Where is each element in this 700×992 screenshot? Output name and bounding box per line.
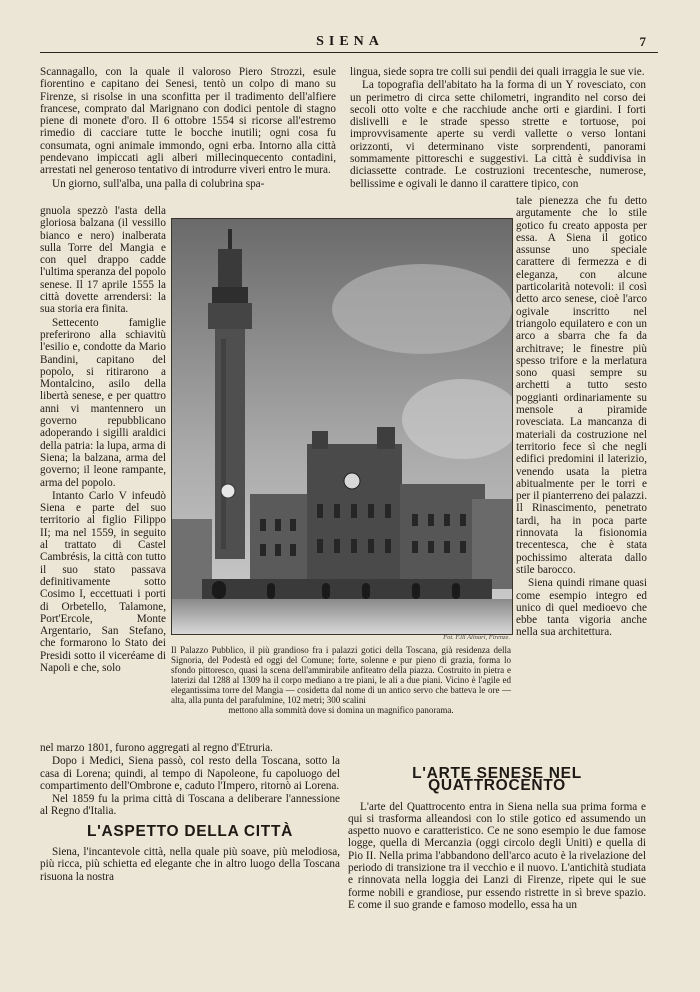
left-column-top [40,66,336,191]
paragraph: Un giorno, sull'alba, una palla di colubrina spa- [52,177,265,190]
paragraph: nel marzo 1801, furono aggregati al regno d'Etruria. [40,742,273,754]
paragraph: gnuola spezzò l'asta della gloriosa balzana (il vessillo bianco e nero) inalberata sulla Torre del Mangia e con quel drappo cadde l'ultima speranza del popolo senese. Il 17 aprile 1555 la città dovette arrendersi: la sua storia era finita. [40,205,166,316]
page-number: 7 [639,34,646,49]
paragraph: Dopo i Medici, Siena passò, col resto della Toscana, sotto la casa di Lorena; quindi, al tempo di Napoleone, fu capoluogo del compartimento dell'Ombrone e, caduto l'Impero, ritornò ai Lorena. [40,755,340,792]
paragraph: tale pienezza che fu detto argutamente che lo stile gotico fu creato apposta per essa. A Siena il gotico assunse uno speciale carattere di fermezza e di eleganza, con alcune particolarità notevoli: il così detto arco senese, cioè l'arco ogivale inscritto nel triangolo equilatero e con un arco a sbarra che fa da architrave; le finestre più spesso trifore e la merlatura sono quasi sempre su archetti a tutto sesto poggianti ordinariamente su mensole a piramide rovesciata. La mancanza di materiali da costruzione nel territorio fece sì che negli edifici predomini il laterizio, venendo usata la pietra abitualmente per le torri e per il pianterreno dei palazzi. Il Rinascimento, penetrato tardi, ha in poca parte rinnovata la fisionomia trecentesca, che è stata pochissimo alterata dallo stile barocco. [516,195,647,576]
caption-text-end: mettono alla sommità dove si domina un magnifico panorama. [228,705,454,715]
photo-caption [171,645,511,715]
caption-text: Il Palazzo Pubblico, il più grandioso fra i palazzi gotici della Toscana, già residenza della Signoria, del Podestà ed oggi del Comune; forte, solenne e pur pieno di grazia, forma lo sfondo pittoresco, quasi la scena dell'ammirabile anfiteatro della piazza. Costruito in pietra e laterizi dal 1288 al 1309 ha il corpo mediano a tre piani, le ali a due piani. Vicino è l'agile ed elegantissima torre del Mangia — cosidetta dal nome di un antico servo che batteva le ore — alta, alla punta del parafulmine, 102 metri; 300 scalini [171,645,511,705]
running-head: SIENA [316,34,384,49]
left-column-bottom [40,742,340,884]
header-rule [40,52,658,53]
paragraph: Siena quindi rimane quasi come esempio integro ed unico di quel medioevo che ebbe tanta vigoria anche nella sua architettura. [516,577,647,639]
paragraph: lingua, siede sopra tre colli sui pendii dei quali irraggia le sue vie. [350,66,645,78]
photo-credit: Fot. F.lli Alinari, Firenze. [443,634,510,641]
right-column-bottom [348,765,646,912]
section-heading: L'ASPETTO DELLA CITTÀ [86,822,294,840]
paragraph: La topografia dell'abitato ha la forma di un Y rovesciato, con un perimetro di circa sette chilometri, ingrandito nel corso dei secoli otto volte e che racchiude anche orti e giardini. I forti dislivelli e le strade spesso strette e tortuose, poi improvvisamente aperte su verdi vallette o verso lontani orizzonti, vi determinano viste sorprendenti, panorami sommamente pittoreschi e suggestivi. La città è suddivisa in diciassette contrade. Le costruzioni trecentesche, numerose, bellissime e ogivali le danno il carattere tipico, con [350,79,646,190]
paragraph: Siena, l'incantevole città, nella quale più soave, più melodiosa, più ricca, più schietta ed elegante che in altro luogo della Toscana risuona la nostra [40,846,340,883]
right-column-top [350,66,646,191]
paragraph: Settecento famiglie preferirono alla schiavitù l'esilio e, condotte da Mario Bandini, capitano del popolo, si ritirarono a Montalcino, asilo della libertà senese, e per quattro anni vi mantennero un governo repubblicano adoperando i sigilli araldici della patria: la lupa, arma di Siena; la balzana, arma del governo; il leone rampante, arma del popolo. [40,316,166,489]
palazzo-pubblico-photo [171,218,513,635]
left-column-narrow [40,205,166,675]
paragraph: Scannagallo, con la quale il valoroso Piero Strozzi, esule fiorentino e capitano dei Senesi, tentò un colpo di mano su Firenze, si risolse in una sconfitta per il tradimento dell'alfiere francese, comprato dal Marignano con dodici pentole di stagno piene di monete d'oro. Il 6 ottobre 1554 si ricorse all'estremo rimedio di cacciare tutte le bocche inutili; ogni cosa fu consumata, ogni animale immondo, ogni erba. Intorno alla città pendevano impiccati agli alberi millecinquecento contadini, arrestati nel generoso tentativo di introdurre viveri entro le mura. [40,66,336,177]
right-column-narrow [516,195,647,640]
paragraph: Nel 1859 fu la prima città di Toscana a deliberare l'annessione al Regno d'Italia. [40,793,340,818]
section-heading: L'ARTE SENESE NEL QUATTROCENTO [412,765,582,795]
photo-illustration [172,219,512,634]
paragraph: Intanto Carlo V infeudò Siena e parte del suo territorio al figlio Filippo II; ma nel 1559, in seguito al trattato di Castel Cambrésis, la città con tutto il suo stato passava definitivamente sotto Cosimo I, eccettuati i porti di Orbetello, Talamone, Port'Ercole, Monte Argentario, San Stefano, che formarono lo Stato dei Presidi sotto il viceréame di Napoli e che, solo [40,489,166,674]
paragraph: L'arte del Quattrocento entra in Siena nella sua prima forma e qui si trasforma alleandosi con lo stile gotico ed assumendo un aspetto nuovo e caratteristico. Ce ne sono esempio le due famose logge, quella di Mercanzia (oggi circolo degli Uniti) e quella di Pio II. Nella prima l'abbandono dell'arco acuto è la rivelazione del periodo di transizione tra il vecchio e il nuovo. L'antichità studiata e rinnovata nella loggia dei Lanzi di Firenze, ripete qui le sue forme nobili e grandiose, pur essendo ristrette in sì breve spazio. E come il suo grande e famoso modello, essa ha un [348,800,646,911]
